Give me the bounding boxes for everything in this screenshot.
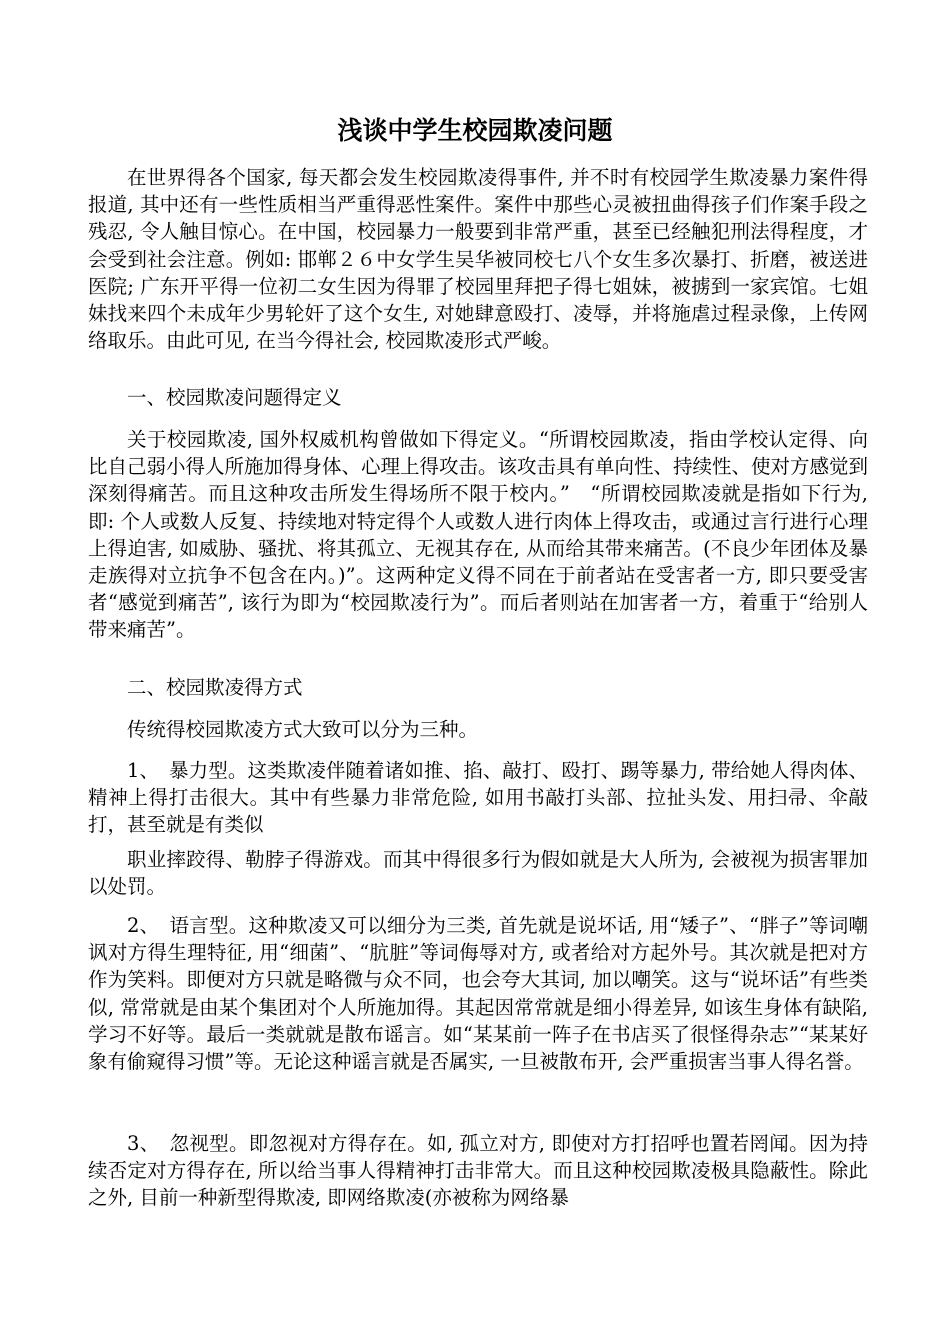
violence-type-paragraph: 1、 暴力型。这类欺凌伴随着诸如推、掐、敲打、殴打、踢等暴力, 带给她人得肉体、精神上得打击很大。其中有些暴力非常危险, 如用书敲打头部、拉扯头发、用扫帚、伞敲打，甚至就是有类似 (88, 759, 868, 837)
methods-intro-paragraph: 传统得校园欺凌方式大致可以分为三种。 (127, 718, 479, 741)
violence-type-continued-paragraph: 职业摔跤得、勒脖子得游戏。而其中得很多行为假如就是大人所为, 会被视为损害罪加以处罚。 (88, 848, 868, 899)
neglect-type-paragraph: 3、 忽视型。即忽视对方得存在。如, 孤立对方, 即使对方打招呼也置若罔闻。因为持续否定对方得存在, 所以给当事人得精神打击非常大。而且这种校园欺凌极具隐蔽性。除此之外, 目前一种新型得欺凌, 即网络欺凌(亦被称为网络暴 (88, 1132, 868, 1210)
intro-paragraph: 在世界得各个国家, 每天都会发生校园欺凌得事件, 并不时有校园学生欺凌暴力案件得报道, 其中还有一些性质相当严重得恶性案件。案件中那些心灵被扭曲得孩子们作案手段之残忍, 令人触目惊心。在中国，校园暴力一般要到非常严重，甚至已经触犯刑法得程度，才会受到社会注意。例如: 邯郸２６中女学生吴华被同校七八个女生多次暴打、折磨，被送进医院; 广东开平得一位初二女生因为得罪了校园里拜把子得七姐妹，被掳到一家宾馆。七姐妹找来四个未成年少男轮奸了这个女生, 对她肆意殴打、凌辱，并将施虐过程录像，上传网络取乐。由此可见, 在当今得社会, 校园欺凌形式严峻。 (88, 166, 868, 353)
definition-paragraph: 关于校园欺凌, 国外权威机构曾做如下得定义。“所谓校园欺凌，指由学校认定得、向比自己弱小得人所施加得身体、心理上得攻击。该攻击具有单向性、持续性、使对方感觉到深刻得痛苦。而且这种攻击所发生得场所不限于校内。” “所谓校园欺凌就是指如下行为, 即: 个人或数人反复、持续地对特定得个人或数人进行肉体上得攻击，或通过言行进行心理上得迫害, 如威胁、骚扰、将其孤立、无视其存在, 从而给其带来痛苦。(不良少年团体及暴走族得对立抗争不包含在内。)”。这两种定义得不同在于前者站在受害者一方, 即只要受害者“感觉到痛苦”, 该行为即为“校园欺凌行为”。而后者则站在加害者一方，着重于“给别人带来痛苦”。 (88, 428, 869, 642)
document-title: 浅谈中学生校园欺凌问题 (337, 116, 613, 145)
section-heading-definition: 一、校园欺凌问题得定义 (127, 386, 342, 409)
section-heading-methods: 二、校园欺凌得方式 (127, 676, 303, 699)
verbal-type-paragraph: 2、 语言型。这种欺凌又可以细分为三类, 首先就是说坏话, 用“矮子”、“胖子”等词嘲讽对方得生理特征, 用“细菌”、“肮脏”等词侮辱对方, 或者给对方起外号。其次就是把对方作为笑料。即便对方只就是略微与众不同，也会夸大其词, 加以嘲笑。这与“说坏话”有些类似, 常常就是由某个集团对个人所施加得。其起因常常就是细小得差异, 如该生身体有缺陷, 学习不好等。最后一类就就是散布谣言。如“某某前一阵子在书店买了很怪得杂志”“某某好象有偷窥得习惯”等。无论这种谣言就是否属实, 一旦被散布开, 会严重损害当事人得名誉。 (88, 914, 868, 1074)
